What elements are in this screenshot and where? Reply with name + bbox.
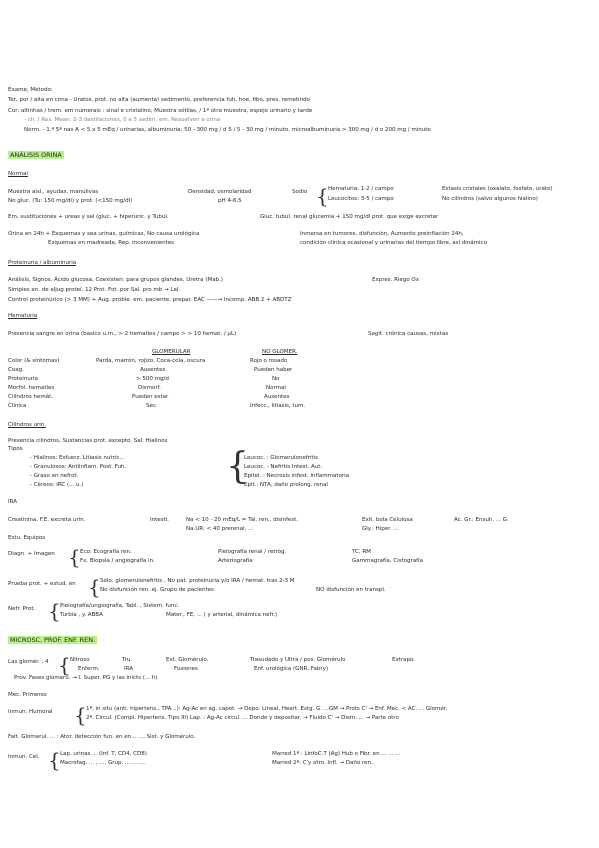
prot-line-3: Control proteinúrico (> 3 MM) + Aug. proble. em. paciente, prepar. EAC ——→ Incomp. ABB 2 + ABDTZ	[8, 297, 292, 303]
tbl-label-5: Clínica	[8, 403, 27, 409]
heading-hematuria: Hematuria	[8, 313, 38, 319]
intro-line-3: Cor, altinhas / trem. em numerais : sinal e cristalino, Muestra sótilas, / 1ª otra muestra, espejo urinario y tarde	[8, 108, 313, 114]
normal-r3b: Gluc. tubul. renal glucemia + 150 mg/dl prot. que exige excretar	[260, 214, 439, 220]
mec-1c: 2ª. Circul. (Compl. Hipertens. Tipo III) Lap. : Ag-Ac circul. ... Donde y depositar. → Fluido C' → Dism. ... → Parte otro	[86, 715, 399, 721]
prot-line-2: Simples en. de aljug proteí. 12 Prot. Fot. por Sal. pro mb → Lal.	[8, 287, 181, 293]
normal-r4b: Inmersa en tumores, disfunción, Aumento preinflación 24h,	[300, 231, 464, 237]
sed-1b: Nitroso	[70, 657, 90, 663]
ira-1b: Intesti.	[150, 517, 169, 523]
mec-2: Falt. Glomerul. ... : Ator. detección fun. en en... ..., Sist. y Glomérulo.	[8, 734, 196, 740]
hemat-line-1b: Sagit. crónica causas, mixtas	[368, 331, 449, 337]
normal-r4c: Esquemas en madreada, Rep. inconvenientes	[48, 240, 174, 246]
sed-1d: Ext. Glomérulo.	[166, 657, 209, 663]
brace-glomer: {	[58, 653, 71, 677]
eq-2c: Arteriografía	[218, 558, 253, 564]
eq-1b: Eco: Ecografía ren.	[80, 549, 132, 555]
section-heading-analisis	[8, 152, 64, 159]
eq-3d: NO disfunción en transpl.	[316, 587, 386, 593]
tbl-label-3: Morfol. hematíes	[8, 385, 55, 391]
normal-r1d: Hematuria: 1-2 / campo	[328, 186, 394, 192]
eq-3c: No disfunción ren. ej. Grupo de pacientes	[100, 587, 214, 593]
normal-r2a: No gluc. (Tu: 150 mg/dl) y prot. (<150 mg/dl)	[8, 198, 133, 204]
heading-proteinuria: Proteinuria / albuminuria	[8, 260, 77, 266]
normal-r4d: condición clínica ocasional y urinarias del tiempo libre, así dinámico	[300, 240, 487, 246]
eq-2b: Fx. Biopsia / angiografía in.	[80, 558, 155, 564]
eq-4a: Nefr. Prot.	[8, 606, 36, 612]
tbl-noglom-5: Infecc., litiasis, tum.	[250, 403, 306, 409]
cil-line-6b: Epit.: NTA, daño prolong. renal	[244, 482, 328, 488]
col-glomerular: GLOMERULAR	[152, 349, 191, 355]
prot-line-1: Análisis, Signos, Ácido glucosa, Coexisten: para grupos glandes, Uretra (Mab.)	[8, 277, 223, 283]
cil-line-4b: Leucoc. - Nefritis Intest. Aut.	[244, 464, 323, 470]
section-heading-mec	[8, 637, 97, 644]
brace-cilindros: {	[226, 446, 249, 487]
ira-1e: Ac. Gr.: Ensuh. ... G.	[454, 517, 509, 523]
mec-3c: Macrofag. ... , ..., Grup. ... ... ....	[60, 760, 146, 766]
sed-2b: Enferm.	[78, 666, 100, 672]
brace-diag: {	[68, 545, 81, 569]
ira-2a: Na.UR: < 40 prerenal, ...	[186, 526, 254, 532]
brace-celular: {	[48, 748, 61, 772]
sed-1f: Extrapo.	[392, 657, 416, 663]
mec-3b: Lap. urinas ... (Inf. T, CD4, CD8)	[60, 751, 147, 757]
sed-2d: Fusiones	[174, 666, 198, 672]
tbl-noglom-4: Ausentes	[264, 394, 290, 400]
heading-ira: IRA	[8, 499, 17, 505]
cil-line-3b: Leucoc. : Glomerulonefritis	[244, 455, 318, 461]
eq-3a: Prueba prot. + estud. en	[8, 581, 76, 587]
brace-nefr: {	[48, 599, 61, 623]
tbl-noglom-3: Normal	[266, 385, 286, 391]
cil-line-1: Presencia cilindros, Sustancias prot. excepto. Sal. Hialinos	[8, 438, 168, 444]
tbl-noglom-2: No	[272, 376, 280, 382]
tbl-label-1: Coag.	[8, 367, 24, 373]
eq-4b: Pielografía/ungiografía, Tabl. , Sistem. func.	[60, 603, 180, 609]
mec-3a: Inmun. Cel.	[8, 754, 40, 760]
tbl-label-0: Color (& síntomas)	[8, 358, 60, 364]
normal-r2c: Leucocitos: 3-5 / campo	[328, 196, 394, 202]
brace-prueba: {	[88, 575, 101, 599]
intro-line-4: - ch. / Res. Mean. 2-3 destilaciones, 0 e 5 sedim. em. Resuelven a orina	[24, 117, 221, 123]
tbl-noglom-0: Rojo o rosado	[250, 358, 288, 364]
sed-3: Prov. Fases glomeru. → l. Super. PG y las inicts (... h)	[14, 675, 158, 681]
heading-cilindros: Cilindros urin.	[8, 422, 46, 428]
ira-1d: Exit. bola Celulosa	[362, 517, 413, 523]
tbl-glom-4: Pueden estar	[132, 394, 169, 400]
normal-r2d: No cilindros (salvo algunos hialino)	[442, 196, 538, 202]
eq-1c: Pielografía renal / retróg.	[218, 549, 287, 555]
eq-3b: Sólo: glomerulonefritis , No pat. proteinuria y/o IRA / hemat. tras 2-3 M	[100, 578, 295, 584]
highlight-mec: MICROSC. PROF. ENF. REN.	[10, 636, 96, 644]
hemat-line-1: Presencia sangre en orina (basico u.m., > 2 hematíes / campo > > 10 hemat. / μL)	[8, 331, 237, 337]
cil-line-5b: Epitel. : Necrosis infest. Inflammatoria	[244, 473, 350, 479]
intro-line-2: Ter, por / alta en cima - Uratos, prot. no alta (aumenta) sedimento, preferencia fuh, hoe, fibo, pres. remetindo	[8, 97, 310, 103]
normal-r1c: Sodio	[292, 189, 308, 195]
heading-mecanismos: Mec. Primeros	[8, 692, 47, 698]
sed-2e: Enf. urológica (GNR, Fabry)	[254, 666, 328, 672]
sed-1e: Trasudado y Ultra / pos. Glomérulo	[250, 657, 346, 663]
brace-humoral: {	[74, 703, 87, 727]
eq-2d: Gammagrafía, Cistografía	[352, 558, 423, 564]
col-no-glomerular: NO GLOMER.	[262, 349, 298, 355]
ira-1c: Na < 10 - 20 mEq/L = Tal. ren., disinfest.	[186, 517, 299, 523]
cil-line-5: - Graso en nefrot.	[30, 473, 79, 479]
tbl-glom-5: Sec.	[146, 403, 158, 409]
tbl-label-4: Cilindros hemát.	[8, 394, 53, 400]
cil-line-4: - Granulosos: Antiinflam. Post. Fuh.	[30, 464, 127, 470]
normal-r2b: pH 4-6,5	[218, 198, 242, 204]
ira-1a: Creatinina, F.E. excreta urin.	[8, 517, 86, 523]
normal-r1e: Estasis cristales (oxalato, fosfato, urato)	[442, 186, 553, 192]
tbl-glom-1: Ausentes	[140, 367, 166, 373]
brace-sodio: {	[316, 184, 329, 208]
intro-line-1: Exame, Método:	[8, 87, 53, 93]
normal-r1a: Muestra aisl., ayudas, manulivas	[8, 189, 99, 195]
highlight-analisis: ANÁLISIS ORINA	[10, 151, 62, 159]
intro-line-5: Norm. - 1.ª 5ª nas A < 5 x 5 mEq / urinarias, albuminuria: 50 - 300 mg / d 5 / 5 - 30 mg / minuto, microalbuminuria > 300 mg / d o 200 mg / minuto	[24, 127, 431, 133]
tbl-label-2: Proteinuria	[8, 376, 38, 382]
mec-3d: Marred 1ª : LinfoC.T (Ag) Hub o Fibr. en ... ... ...	[272, 751, 401, 757]
cil-line-2: Tipos	[8, 446, 23, 452]
tbl-noglom-1: Pueden haber	[254, 367, 293, 373]
eq-4d: Mater., FE, ... ( y arterial, dinámica nefr.)	[166, 612, 278, 618]
ira-2b: Gly.: Hiper. ...	[362, 526, 399, 532]
sed-2c: IRA	[124, 666, 133, 672]
heading-normal: Normal	[8, 171, 28, 177]
eq-1d: TC, RM	[352, 549, 371, 555]
cil-line-6: - Céreos: IRC (... u.)	[30, 482, 84, 488]
eq-1a: Diagn. + Imagen	[8, 551, 55, 557]
sed-1c: Tru.	[122, 657, 133, 663]
prot-line-1b: Expres. Riego Ox	[372, 277, 420, 283]
eq-4c: Turbia , y. ABBA	[60, 612, 103, 618]
mec-1a: Inmun. Humoral	[8, 709, 53, 715]
normal-r1b: Densidad, osmolaridad	[188, 189, 252, 195]
cil-line-3: - Hialinos: Esfuerz. Litiasis nutric...	[30, 455, 125, 461]
mec-3e: Marred 2ª: C'y otro. Infl. → Daño ren.	[272, 760, 373, 766]
tbl-glom-3: Dismorf.	[138, 385, 161, 391]
normal-r3a: Em. sustituciones + ureas y sal (gluc. + hiperuric. y Tubul.	[8, 214, 169, 220]
mec-1b: 1ª, in situ (anti. hipertens., TPA ..): Ag-Ac en ag. capot. → Depo. Lineal, Heart. Estg. G. ...GM → Prots C' → Enf. Mec. < AC. ... Glomér.	[86, 706, 448, 712]
tbl-glom-2: > 500 mg/d	[136, 376, 169, 382]
normal-r4a: Orina en 24h + Esquemas y sea urinas, químicas, No causa urológica	[8, 231, 200, 237]
heading-equipos: Estu. Equipos	[8, 535, 46, 541]
sed-1a: Las glomér. : 4	[8, 659, 49, 665]
tbl-glom-0: Parda, marrón, rojizo, Coca-cola, oscura	[96, 358, 206, 364]
